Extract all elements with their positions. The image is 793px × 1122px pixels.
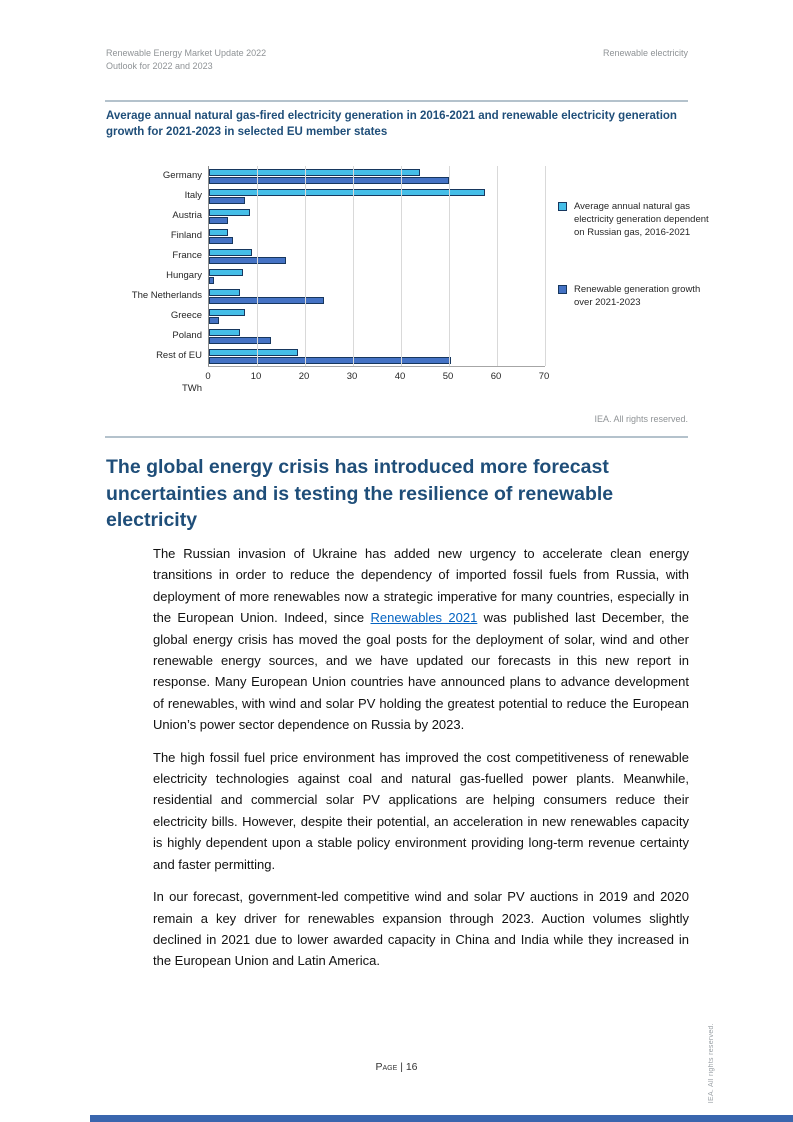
- paragraph-1-text-before: The Russian invasion of Ukraine has added new urgency to accelerate clean energy transitions in order to reduce the dependency of imported fossil fuels from Russia, with deployment of more renewables now a strategic imperative for many countries, especially in the European Union. Indeed, since: [153, 546, 689, 626]
- header-divider: [105, 100, 688, 102]
- bar-group: [209, 246, 545, 266]
- chart-plot-column: [205, 166, 550, 382]
- chart-legend: [544, 166, 710, 309]
- article-body: [153, 543, 689, 983]
- x-tick-label: 0: [205, 371, 211, 382]
- renewable-growth-bar: [209, 297, 324, 304]
- x-axis-unit-label: TWh: [181, 383, 202, 394]
- chart-plot-area: [208, 166, 545, 367]
- figure-divider: [105, 436, 688, 438]
- paragraph-1: [153, 543, 689, 736]
- legend-item: [558, 200, 710, 239]
- x-tick-label: 10: [250, 371, 262, 382]
- bar-group: [209, 306, 545, 326]
- bar-group: [209, 286, 545, 306]
- chart-x-axis: [205, 367, 550, 382]
- gas-generation-bar: [209, 169, 420, 176]
- bar-group: [209, 186, 545, 206]
- bar-group: [209, 206, 545, 226]
- chart-category-labels: [120, 166, 211, 394]
- country-label: Poland: [172, 330, 202, 341]
- gridline: [497, 166, 498, 366]
- x-tick-label: 50: [442, 371, 454, 382]
- gas-generation-bar: [209, 289, 240, 296]
- gas-generation-bar: [209, 189, 485, 196]
- country-label: France: [172, 250, 202, 261]
- section-heading: The global energy crisis has introduced more forecast uncertainties and is testing the resilience of renewable electricity: [106, 456, 614, 531]
- header-left: [106, 47, 266, 73]
- bar-chart: [120, 166, 710, 394]
- gas-generation-bar: [209, 249, 252, 256]
- bar-group: [209, 346, 545, 366]
- renewable-growth-bar: [209, 197, 245, 204]
- renewable-growth-bar: [209, 177, 449, 184]
- legend-label: Average annual natural gas electricity generation dependent on Russian gas, 2016-2021: [574, 201, 709, 238]
- legend-swatch: [558, 202, 567, 211]
- renewable-growth-bar: [209, 237, 233, 244]
- legend-swatch: [558, 285, 567, 294]
- gas-generation-bar: [209, 209, 250, 216]
- country-label: Austria: [172, 210, 202, 221]
- renewable-growth-bar: [209, 217, 228, 224]
- footer-accent-bar: [90, 1115, 793, 1122]
- bar-group: [209, 326, 545, 346]
- gridline: [353, 166, 354, 366]
- side-copyright-vertical: IEA. All rights reserved.: [708, 1022, 715, 1103]
- legend-label: Renewable generation growth over 2021-2023: [574, 284, 701, 308]
- paragraph-3: In our forecast, government-led competitive wind and solar PV auctions in 2019 and 2020 remain a key driver for renewables expansion through 2023. Auction volumes slightly declined in 2021 due to lower awarded capacity in China and India while they increased in the European Union and Latin America.: [153, 889, 689, 969]
- renewable-growth-bar: [209, 337, 271, 344]
- renewable-growth-bar: [209, 277, 214, 284]
- gas-generation-bar: [209, 309, 245, 316]
- renewable-growth-bar: [209, 257, 286, 264]
- figure-title: Average annual natural gas-fired electricity generation in 2016-2021 and renewable electricity generation growth for 2021-2023 in selected EU member states: [106, 110, 677, 138]
- renewable-growth-bar: [209, 317, 219, 324]
- country-label: Greece: [170, 310, 202, 321]
- gas-generation-bar: [209, 349, 298, 356]
- report-subtitle: Outlook for 2022 and 2023: [106, 61, 213, 71]
- bar-group: [209, 226, 545, 246]
- x-tick-label: 60: [490, 371, 502, 382]
- gas-generation-bar: [209, 329, 240, 336]
- country-label: Italy: [184, 190, 202, 201]
- country-label: Rest of EU: [156, 350, 202, 361]
- country-label: Hungary: [166, 270, 202, 281]
- bar-group: [209, 166, 545, 186]
- renewables-2021-link[interactable]: Renewables 2021: [370, 610, 478, 626]
- report-title: Renewable Energy Market Update 2022: [106, 48, 267, 58]
- gridline: [401, 166, 402, 366]
- x-tick-label: 20: [298, 371, 310, 382]
- country-label: Finland: [170, 230, 202, 241]
- gas-generation-bar: [209, 269, 243, 276]
- gridline: [257, 166, 258, 366]
- gas-generation-bar: [209, 229, 228, 236]
- paragraph-2: The high fossil fuel price environment has improved the cost competitiveness of renewable electricity technologies against coal and natural gas-fuelled power plants. Meanwhile, residential and commercial solar PV applications are helping consumers reduce their electricity bills. However, despite their potential, an acceleration in new renewables capacity is highly dependent upon a stable policy environment providing long-term revenue certainty and faster permitting.: [153, 749, 689, 872]
- page-number: Page | 16: [375, 1061, 418, 1073]
- x-tick-label: 30: [346, 371, 358, 382]
- legend-item: [558, 283, 710, 309]
- page-header: [106, 47, 688, 73]
- bar-group: [209, 266, 545, 286]
- paragraph-1-text-after: was published last December, the global energy crisis has moved the goal posts for the deployment of solar, wind and other renewable energy sources, and we have updated our forecasts in this new report in response. Many European Union countries have announced plans to advance development of renewables, with wind and solar PV holding the greatest potential to reduce the European Union’s power sector dependence on Russia by 2023.: [153, 610, 690, 733]
- figure-copyright: IEA. All rights reserved.: [594, 414, 688, 424]
- country-label: The Netherlands: [131, 290, 202, 301]
- gridline: [449, 166, 450, 366]
- renewable-growth-bar: [209, 357, 451, 364]
- x-tick-label: 70: [538, 371, 550, 382]
- gridline: [545, 166, 546, 366]
- x-tick-label: 40: [394, 371, 406, 382]
- gridline: [305, 166, 306, 366]
- country-label: Germany: [162, 170, 202, 181]
- header-right-section-label: Renewable electricity: [602, 48, 688, 58]
